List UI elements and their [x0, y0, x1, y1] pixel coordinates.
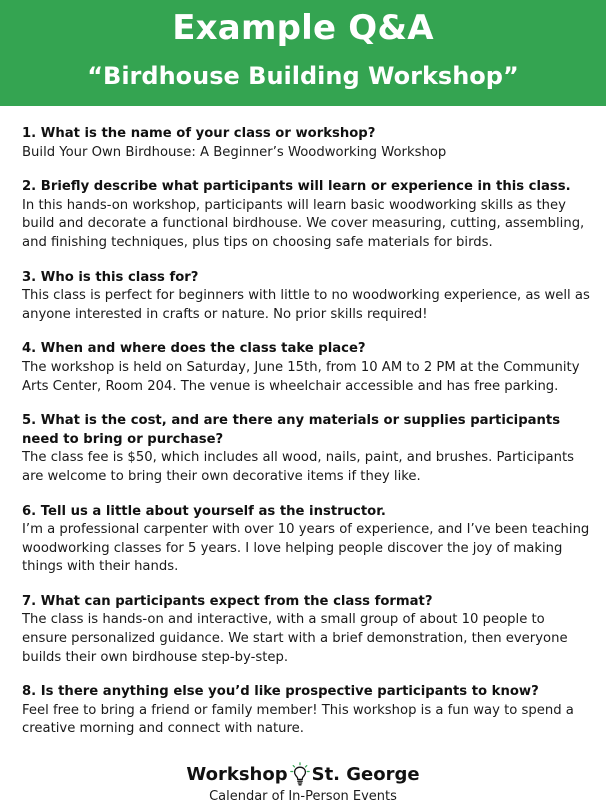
- brand-right-text: St. George: [311, 764, 420, 785]
- answer: Build Your Own Birdhouse: A Beginner’s Woodworking Workshop: [22, 144, 447, 160]
- answer: The workshop is held on Saturday, June 15th, from 10 AM to 2 PM at the Community Arts Center, Room 204. The venue is wheelchair accessible and has free parking.: [22, 359, 580, 394]
- qa-item-5: [22, 412, 592, 486]
- page-subtitle: “Birdhouse Building Workshop”: [87, 62, 519, 90]
- answer: The class is hands-on and interactive, with a small group of about 10 people to ensure personalized guidance. We start with a brief demonstration, then everyone builds their own birdhouse step-by-step.: [22, 612, 568, 665]
- qa-item-2: [22, 178, 592, 252]
- qa-item-7: [22, 593, 592, 667]
- answer: The class fee is $50, which includes all wood, nails, paint, and brushes. Participants are welcome to bring their own decorative items if they like.: [22, 450, 574, 484]
- question: 6. Tell us a little about yourself as the instructor.: [22, 503, 386, 519]
- question: 7. What can participants expect from the class format?: [22, 593, 433, 609]
- answer: In this hands-on workshop, participants will learn basic woodworking skills as they build and decorate a functional birdhouse. We cover measuring, cutting, assembling, and finishing techniques, plus tips on choosing safe materials for birds.: [22, 197, 585, 250]
- question: 2. Briefly describe what participants will learn or experience in this class.: [22, 179, 571, 195]
- qa-item-6: [22, 503, 592, 577]
- page-header: [0, 0, 606, 106]
- footer-logo: [186, 762, 419, 788]
- qa-item-3: [22, 269, 592, 325]
- qa-item-4: [22, 340, 592, 396]
- question: 3. Who is this class for?: [22, 269, 199, 285]
- question: 8. Is there anything else you’d like prospective participants to know?: [22, 684, 539, 700]
- question: 5. What is the cost, and are there any materials or supplies participants need to bring or purchase?: [22, 413, 561, 447]
- answer: Feel free to bring a friend or family member! This workshop is a fun way to spend a creative morning and connect with nature.: [22, 702, 574, 737]
- question: 4. When and where does the class take place?: [22, 341, 366, 357]
- lightbulb-icon: [290, 762, 310, 788]
- answer: I’m a professional carpenter with over 10 years of experience, and I’ve been teaching woodworking classes for 5 years. I love helping people discover the joy of making things with their hands.: [22, 522, 590, 575]
- page-title: Example Q&A: [172, 8, 434, 48]
- qa-item-1: [22, 125, 592, 162]
- brand-left-text: Workshop: [186, 764, 288, 785]
- qa-item-8: [22, 683, 592, 739]
- footer: [0, 762, 606, 805]
- footer-tagline: Calendar of In-Person Events: [209, 789, 397, 804]
- qa-list: [22, 125, 592, 755]
- question: 1. What is the name of your class or workshop?: [22, 126, 376, 141]
- answer: This class is perfect for beginners with little to no woodworking experience, as well as anyone interested in crafts or nature. No prior skills required!: [22, 288, 590, 322]
